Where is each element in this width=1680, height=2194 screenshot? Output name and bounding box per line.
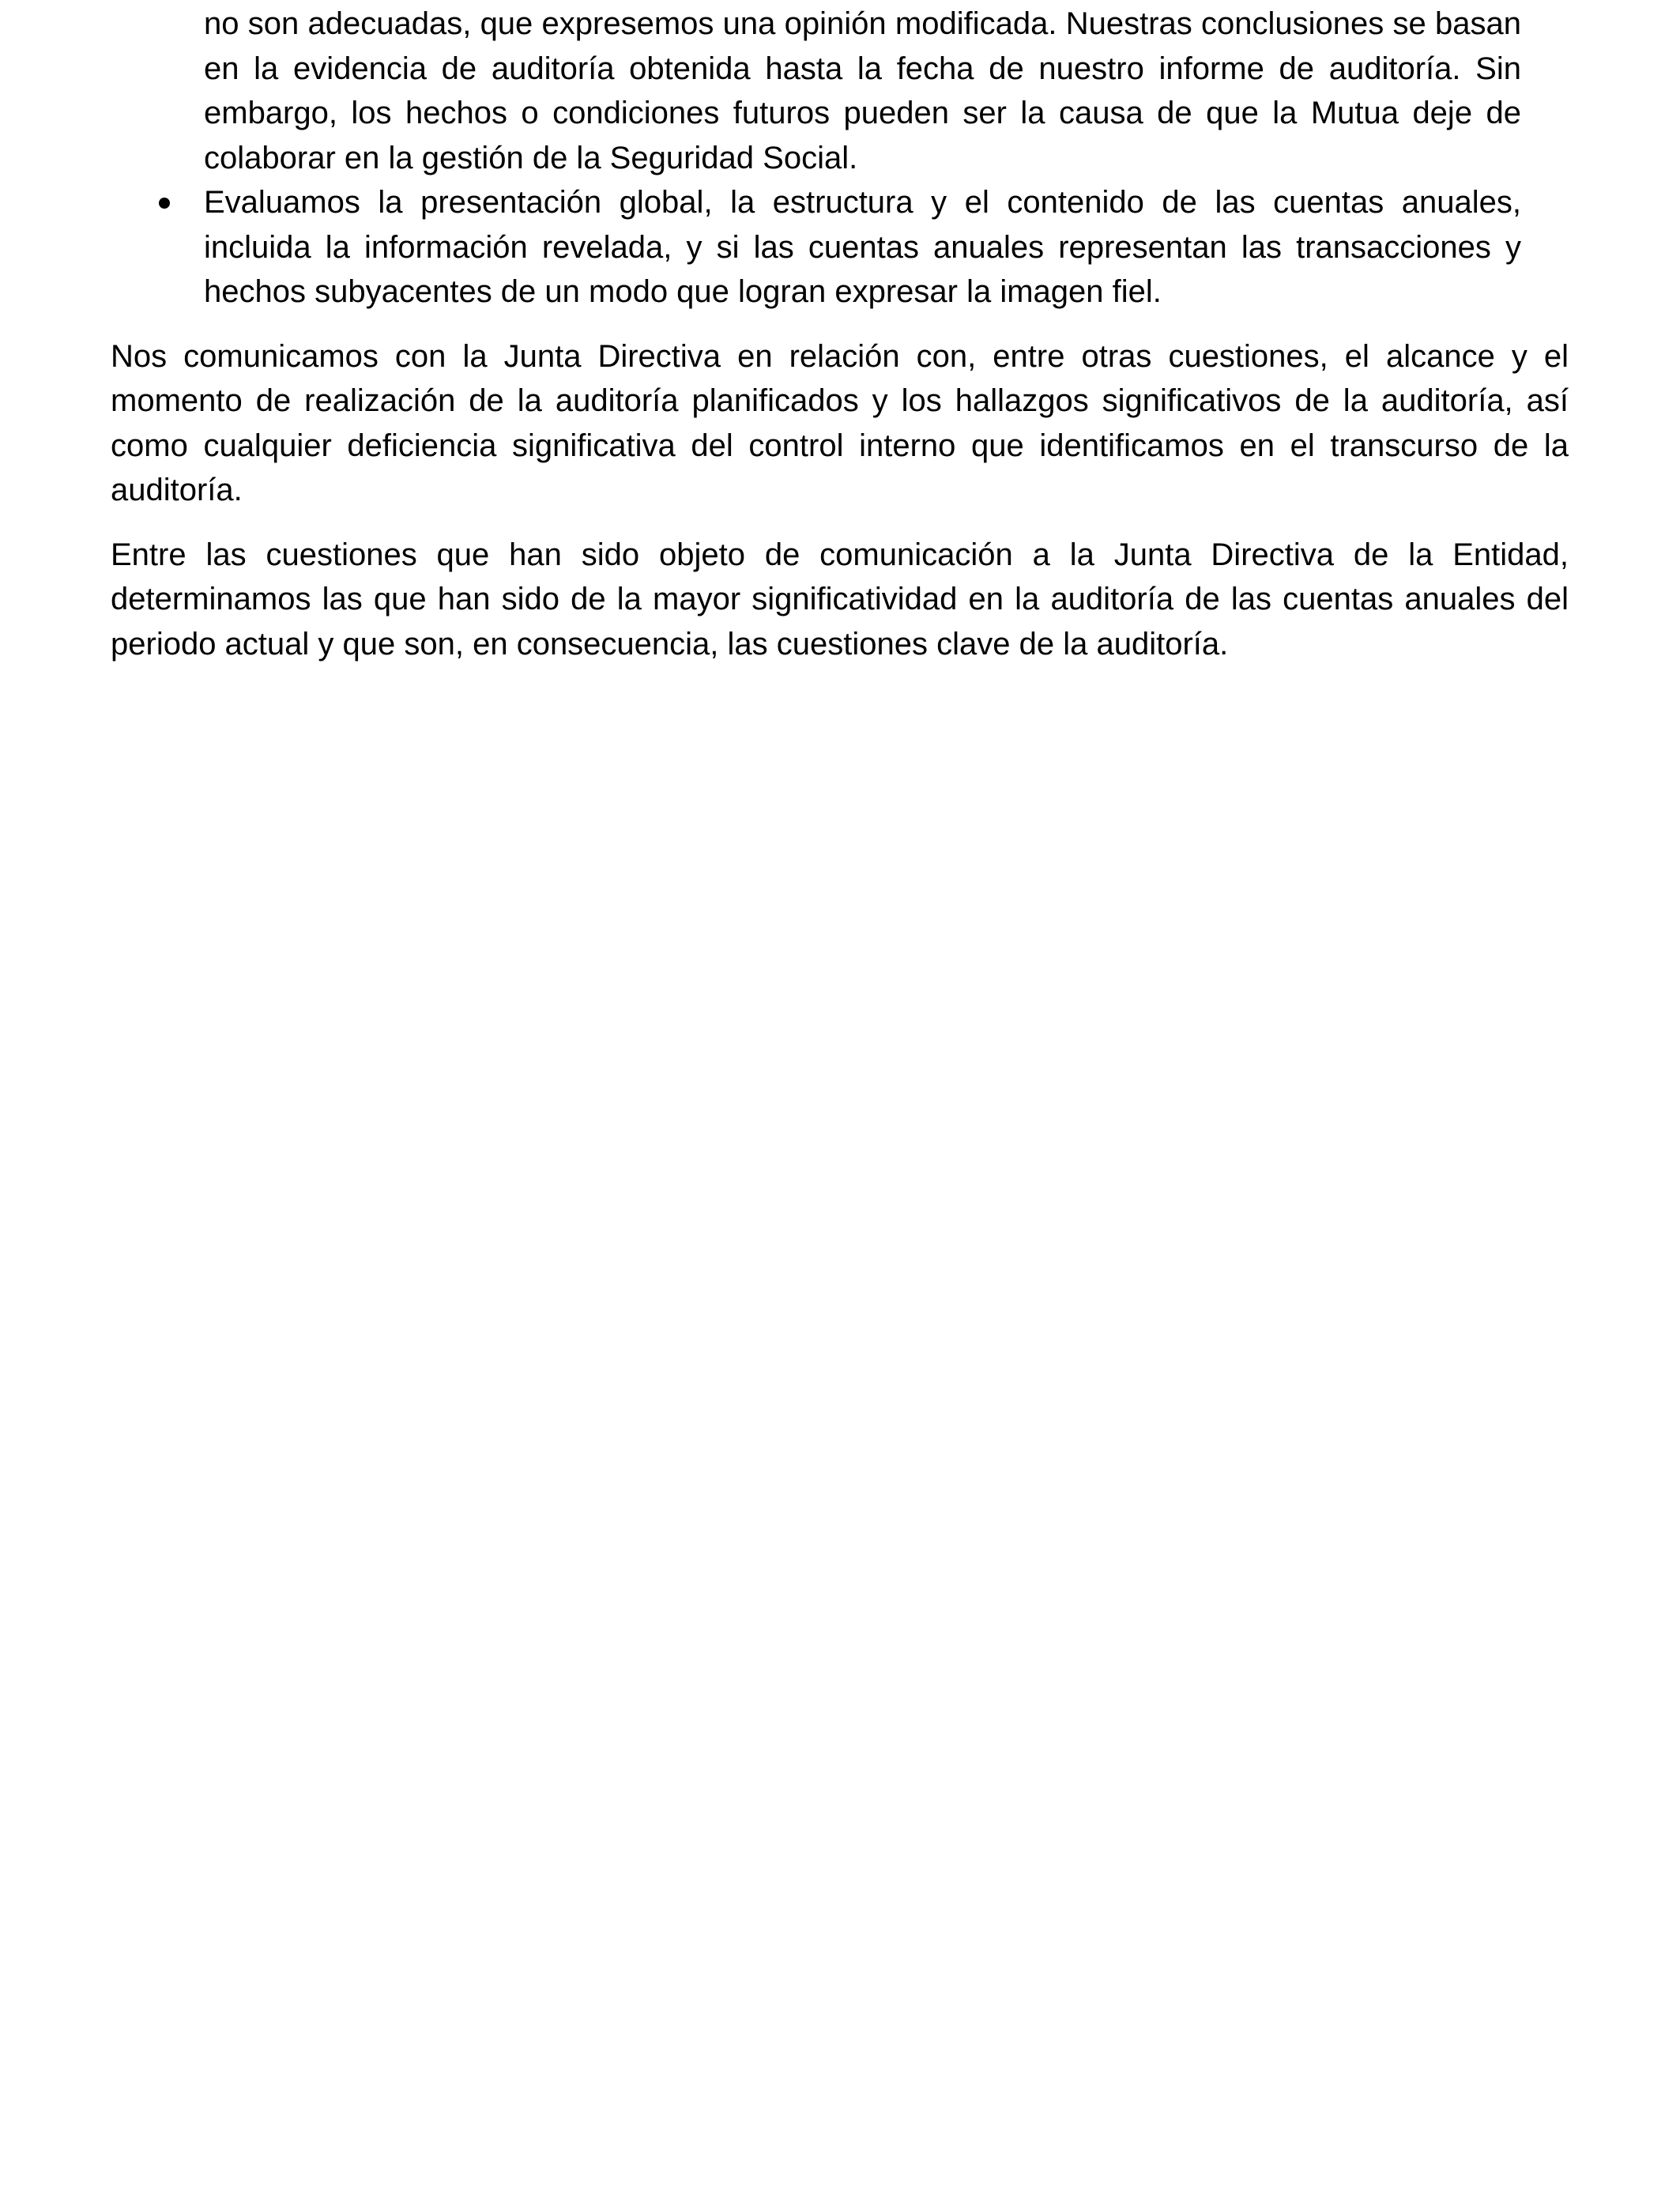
bullet-text: no son adecuadas, que expresemos una opinión modificada. Nuestras conclusiones se basan en la evidencia de auditoría obtenida hasta la fecha de nuestro informe de auditoría. Sin embargo, los hechos o condiciones futuros pueden ser la causa de que la Mutua deje de colaborar en la gestión de la Seguridad Social. — [204, 6, 1521, 175]
document-body — [111, 0, 1569, 666]
bullet-text: Evaluamos la presentación global, la estructura y el contenido de las cuentas anuales, incluida la información revelada, y si las cuentas anuales representan las transacciones y hechos subyacentes de un modo que logran expresar la imagen fiel. — [204, 185, 1521, 309]
body-paragraph: Entre las cuestiones que han sido objeto de comunicación a la Junta Directiva de la Entidad, determinamos las que han sido de la mayor significatividad en la auditoría de las cuentas anuales del periodo actual y que son, en consecuencia, las cuestiones clave de la auditoría. — [111, 537, 1569, 662]
bullet-icon — [159, 198, 170, 209]
bullet-list — [111, 2, 1569, 315]
list-item — [111, 2, 1569, 180]
list-item — [111, 180, 1569, 315]
body-paragraph: Nos comunicamos con la Junta Directiva en relación con, entre otras cuestiones, el alcance y el momento de realización de la auditoría planificados y los hallazgos significativos de la auditoría, así como cualquier deficiencia significativa del control interno que identificamos en el transcurso de la auditoría. — [111, 338, 1569, 507]
